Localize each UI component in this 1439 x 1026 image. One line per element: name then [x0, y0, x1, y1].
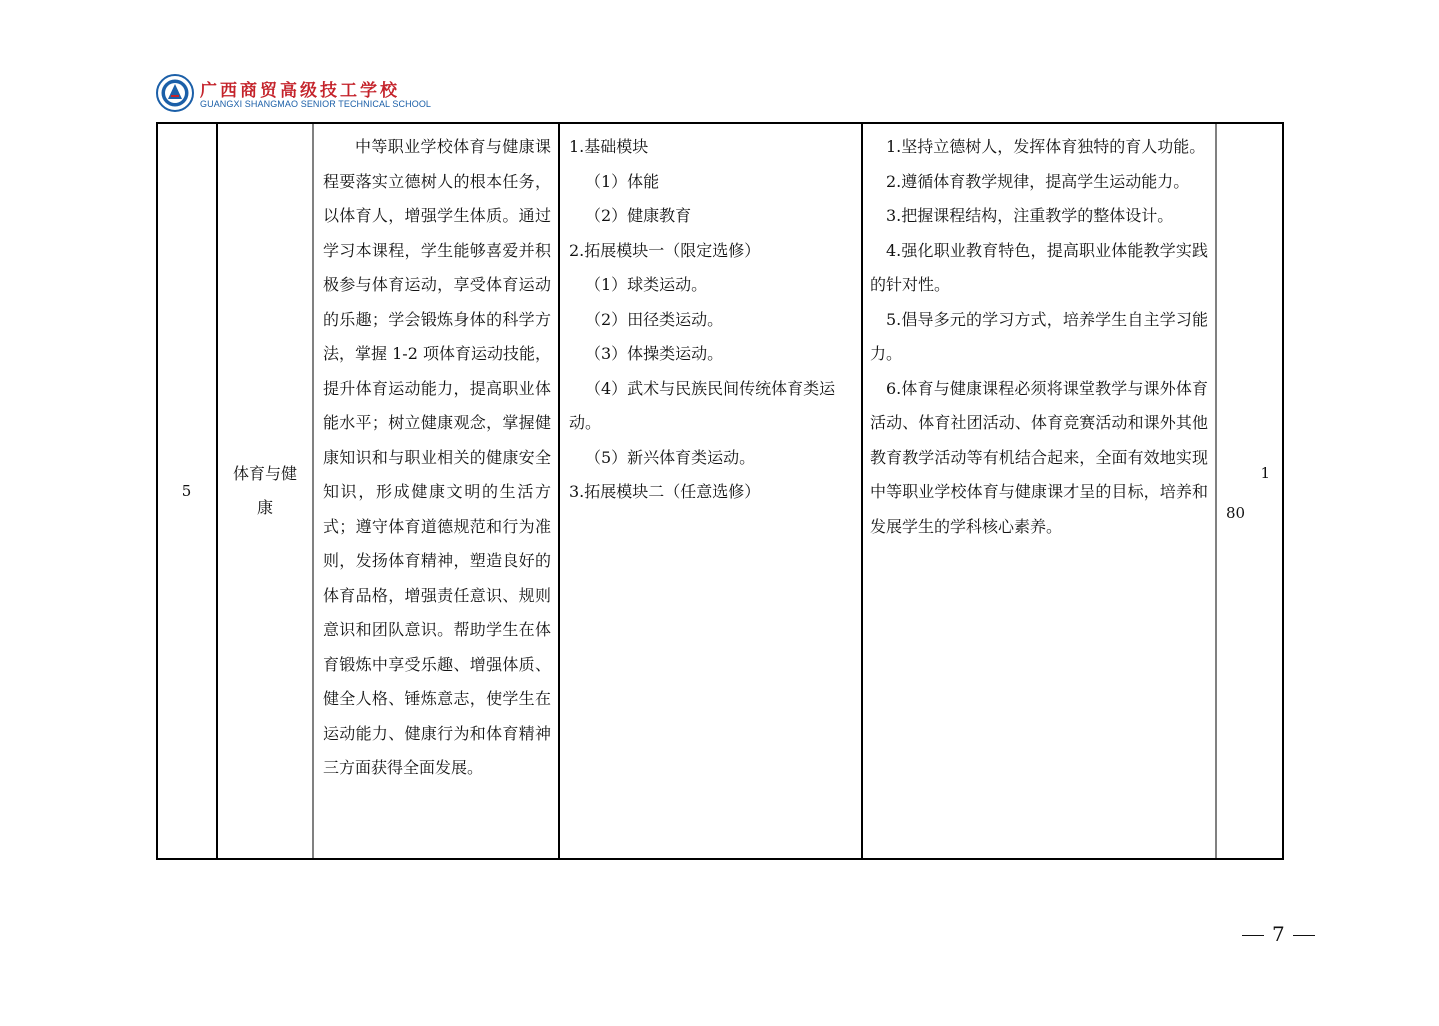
course-table: [156, 122, 1284, 860]
page-number-value: 7: [1272, 922, 1285, 946]
content-item: （3）体操类运动。: [585, 344, 724, 363]
content-item: （2）田径类运动。: [585, 309, 724, 329]
course-number-cell: [156, 122, 217, 860]
content-item: （4）武术与民族民间传统体育类运动。: [569, 378, 836, 432]
course-hours-cell: [1216, 122, 1284, 860]
course-number: 5: [181, 481, 192, 500]
requirement-item: 6.体育与健康课程必须将课堂教学与课外体育活动、体育社团活动、体育竞赛活动和课外其他教育教学活动等有机结合起来，全面有效地实现中等职业学校体育与健康课才呈的目标，培养和发展学生的学科核心素养。: [870, 378, 1208, 536]
content-item: （2）健康教育: [585, 206, 692, 225]
page-number-dash-right: [1293, 935, 1315, 936]
content-item: （1）球类运动。: [585, 275, 708, 294]
course-hours-line1: 1: [1260, 464, 1270, 482]
content-item: （1）体能: [585, 171, 660, 191]
requirement-item: 4.强化职业教育特色，提高职业体能教学实践的针对性。: [870, 240, 1208, 294]
page-number: [1234, 922, 1323, 946]
content-item: 3.拓展模块二（任意选修）: [569, 482, 761, 501]
school-name-cn: 广西商贸高级技工学校: [200, 81, 400, 101]
content-item: （5）新兴体育类运动。: [585, 447, 756, 467]
school-emblem-icon: [156, 74, 194, 112]
course-name: 体育与健康: [232, 464, 297, 517]
requirement-item: 2.遵循体育教学规律，提高学生运动能力。: [886, 171, 1190, 191]
requirement-item: 1.坚持立德树人，发挥体育独特的育人功能。: [886, 137, 1206, 156]
requirement-item: 3.把握课程结构，注重教学的整体设计。: [886, 206, 1174, 225]
school-name-en: GUANGXI SHANGMAO SENIOR TECHNICAL SCHOOL: [200, 99, 432, 109]
page-number-dash-left: [1242, 935, 1264, 936]
course-goal-cell: [313, 122, 559, 860]
school-logo: [156, 74, 436, 114]
course-goal-text: 中等职业学校体育与健康课程要落实立德树人的根本任务，以体育人，增强学生体质。通过学习本课程，学生能够喜爱并积极参与体育运动，享受体育运动的乐趣；学会锻炼身体的科学方法，掌握 1-2 项体育运动技能，提升体育运动能力，提高职业体能水平；树立健康观念，掌握健康知识和与职业相关的健康安全知识，形成健康文明的生活方式；遵守体育道德规范和行为准则，发扬体育精神，塑造良好的体育品格，增强责任意识、规则意识和团队意识。帮助学生在体育锻炼中享受乐趣、增强体质、健全人格、锤炼意志，使学生在运动能力、健康行为和体育精神三方面获得全面发展。: [323, 137, 551, 777]
course-content-cell: [559, 122, 862, 860]
content-item: 1.基础模块: [569, 137, 649, 156]
requirement-item: 5.倡导多元的学习方式，培养学生自主学习能力。: [870, 309, 1208, 363]
course-hours-line2: 80: [1226, 504, 1246, 522]
teaching-requirements-cell: [862, 122, 1216, 860]
course-name-cell: [217, 122, 313, 860]
content-item: 2.拓展模块一（限定选修）: [569, 240, 761, 260]
